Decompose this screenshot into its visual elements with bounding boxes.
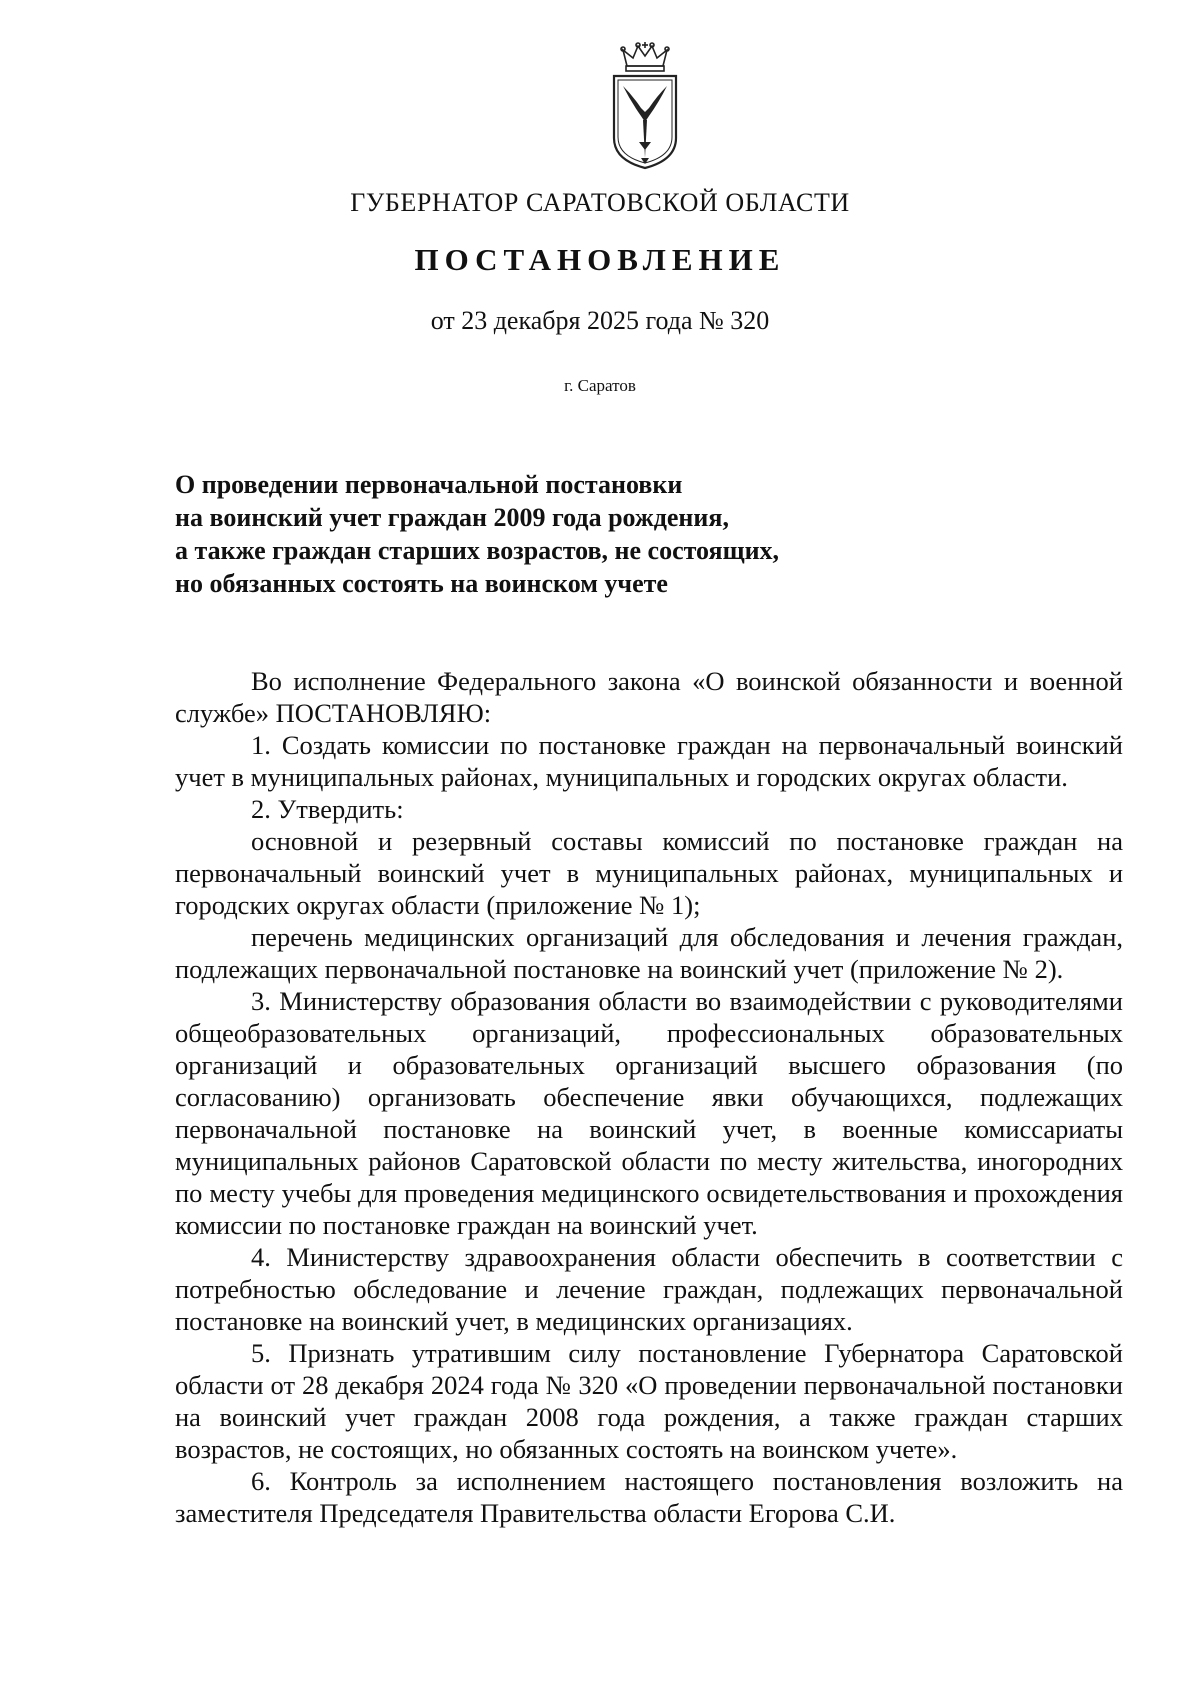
document-type-heading: ПОСТАНОВЛЕНИЕ — [414, 242, 786, 277]
item-2-subparagraph-medical-list: перечень медицинских организаций для обследования и лечения граждан, подлежащих первоначальной постановке на воинский учет (приложение № 2). — [175, 922, 1123, 984]
item-6-paragraph: 6. Контроль за исполнением настоящего постановления возложить на заместителя Председателя Правительства области Егорова С.И. — [175, 1466, 1123, 1528]
issuer-heading: ГУБЕРНАТОР САРАТОВСКОЙ ОБЛАСТИ — [350, 188, 850, 217]
document-date-number: от 23 декабря 2025 года № 320 — [430, 306, 770, 335]
item-5-paragraph: 5. Признать утратившим силу постановление Губернатора Саратовской области от 28 декабря 2024 года № 320 «О проведении первоначальной постановки на воинский учет граждан 2008 года рождения, а также граждан старших возрастов, не состоящих, но обязанных состоять на воинском учете». — [175, 1338, 1123, 1464]
document-title — [175, 468, 815, 600]
title-line: О проведении первоначальной постановки — [175, 470, 683, 499]
item-2-subparagraph-compositions: основной и резервный составы комиссий по постановке граждан на первоначальный воинский учет в муниципальных районах, муниципальных и городских округах области (приложение № 1); — [175, 826, 1123, 920]
title-line: а также граждан старших возрастов, не состоящих, — [175, 536, 780, 565]
document-body — [175, 665, 1123, 1529]
preamble-paragraph: Во исполнение Федерального закона «О воинской обязанности и военной службе» ПОСТАНОВЛЯЮ: — [175, 666, 1123, 728]
title-line: на воинский учет граждан 2009 года рождения, — [175, 503, 729, 532]
item-4-paragraph: 4. Министерству здравоохранения области обеспечить в соответствии с потребностью обследование и лечение граждан, подлежащих первоначальной постановке на воинский учет, в медицинских организациях. — [175, 1242, 1123, 1336]
item-3-paragraph: 3. Министерству образования области во взаимодействии с руководителями общеобразовательных организаций, профессиональных образовательных организаций и образовательных организаций высшего образования (по согласованию) организовать обеспечение явки обучающихся, подлежащих первоначальной постановке на воинский учет, в военные комиссариаты муниципальных районов Саратовской области по месту жительства, иногородних по месту учебы для проведения медицинского освидетельствования и прохождения комиссии по постановке граждан на воинский учет. — [175, 986, 1123, 1240]
title-line: но обязанных состоять на воинском учете — [175, 569, 668, 598]
coat-of-arms-emblem — [605, 42, 685, 172]
document-city: г. Саратов — [564, 376, 636, 395]
item-2-paragraph: 2. Утвердить: — [251, 794, 404, 824]
item-1-paragraph: 1. Создать комиссии по постановке граждан на первоначальный воинский учет в муниципальных районах, муниципальных и городских округах области. — [175, 730, 1123, 792]
